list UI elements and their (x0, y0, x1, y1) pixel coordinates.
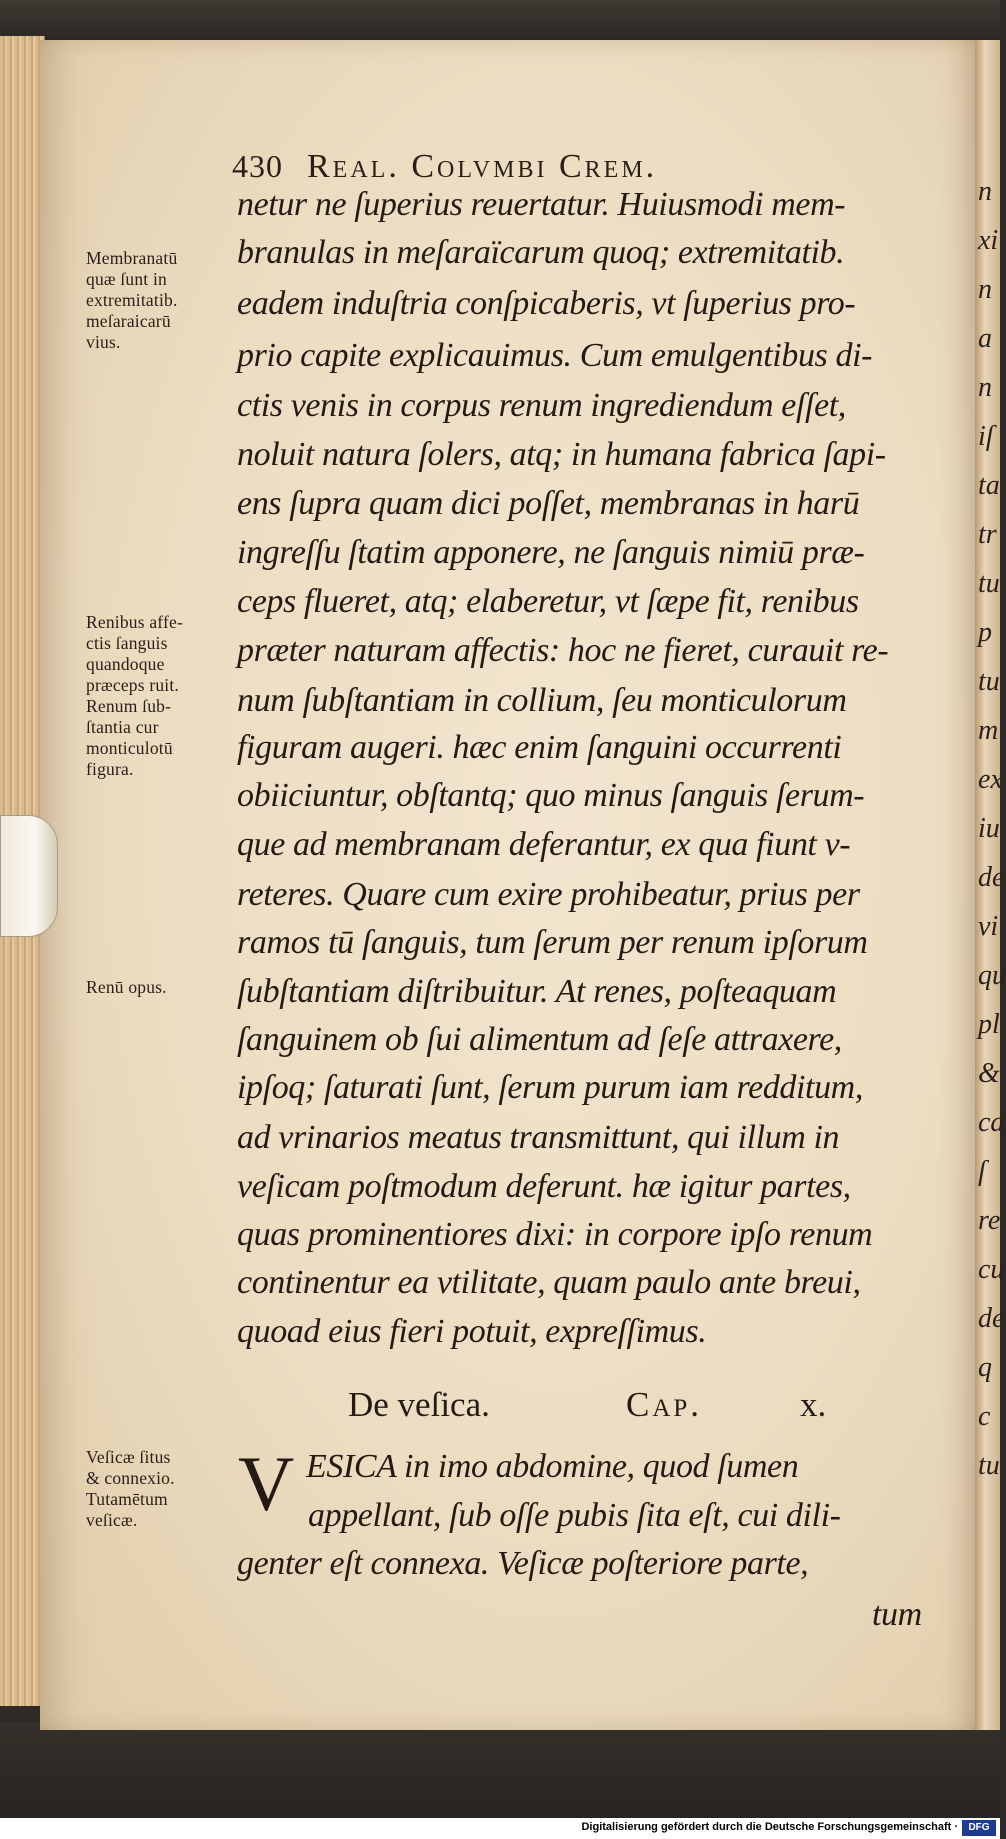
margin-note-membranae (86, 248, 231, 353)
body-line: continentur ea vtilitate, quam paulo ante breui, (237, 1264, 861, 1301)
adjacent-page-fragment: n (978, 274, 992, 305)
body-line: ipſoq; ſaturati ſunt, ſerum purum iam redditum, (237, 1069, 863, 1106)
margin-note-line: quæ ſunt in (86, 269, 167, 289)
adjacent-page-fragment: cu (978, 1254, 1005, 1285)
margin-note-line: veſicæ. (86, 1510, 138, 1530)
adjacent-page-fragment: n (978, 372, 992, 403)
margin-note-line: Veſicæ ſitus (86, 1447, 171, 1467)
adjacent-page-fragment: & (978, 1058, 1000, 1089)
body-line: ingreſſu ſtatim apponere, ne ſanguis nimiū præ- (237, 534, 865, 571)
margin-note-renum-opus (86, 977, 231, 998)
scan-top-shadow (0, 0, 1000, 42)
body-line: ſanguinem ob ſui alimentum ad ſeſe attraxere, (237, 1021, 842, 1058)
page-clip-icon (0, 815, 58, 937)
margin-note-line: Renū opus. (86, 977, 167, 997)
body-line: ens ſupra quam dici poſſet, membranas in harū (237, 485, 860, 522)
adjacent-page-fragment: tu (978, 666, 1000, 697)
margin-note-line: Tutamētum (86, 1489, 168, 1509)
margin-note-line: extremitatib. (86, 290, 178, 310)
body-line: ad vrinarios meatus transmittunt, qui illum in (237, 1119, 840, 1156)
body-line: obiiciuntur, obſtantq; quo minus ſanguis ſerum- (237, 777, 865, 814)
body-line: præter naturam affectis: hoc ne fieret, curauit re- (237, 632, 889, 669)
adjacent-page-fragment: tr (978, 519, 997, 550)
margin-note-line: monticulotū (86, 738, 173, 758)
margin-note-line: ctis ſanguis (86, 633, 168, 653)
margin-note-line: præceps ruit. (86, 675, 179, 695)
adjacent-page-fragment: ex (978, 764, 1003, 795)
adjacent-page-fragment: qu (978, 960, 1006, 991)
margin-note-line: Membranatū (86, 248, 178, 268)
adjacent-page-fragment: q (978, 1352, 992, 1383)
margin-note-line: quandoque (86, 654, 165, 674)
margin-note-line: ſtantia cur (86, 717, 159, 737)
chapter-body-line: ESICA in imo abdomine, quod ſumen (306, 1448, 799, 1485)
body-line: netur ne ſuperius reuertatur. Huiusmodi mem- (237, 186, 846, 223)
adjacent-page-fragment: de (978, 1303, 1005, 1334)
scan-bottom-shadow (0, 1722, 1000, 1832)
margin-note-line: meſaraicarū (86, 311, 171, 331)
body-line: ctis venis in corpus renum ingrediendum eſſet, (237, 387, 846, 424)
drop-cap: V (238, 1440, 295, 1527)
margin-note-line: Renibus affe- (86, 612, 184, 632)
adjacent-page-fragment: re (978, 1205, 1001, 1236)
adjacent-page-fragment: tu (978, 1450, 1000, 1481)
adjacent-page-fragment: c (978, 1401, 991, 1432)
margin-note-line: & connexio. (86, 1468, 175, 1488)
running-title: Real. Colvmbi Crem. (307, 148, 658, 185)
chapter-body-line: appellant, ſub oſſe pubis ſita eſt, cui dili- (308, 1497, 841, 1534)
adjacent-page-fragment: tu (978, 568, 1000, 599)
chapter-body-line: tum (872, 1596, 922, 1633)
body-line: ſubſtantiam diſtribuitur. At renes, poſteaquam (237, 973, 837, 1010)
body-line: prio capite explicauimus. Cum emulgentibus di- (237, 337, 873, 374)
body-line: veſicam poſtmodum deferunt. hæ igitur partes, (237, 1168, 851, 1205)
digitization-credit: Digitalisierung gefördert durch die Deutsche Forschungsgemeinschaft · (581, 1821, 958, 1833)
margin-note-vesicae (86, 1447, 231, 1531)
page-number: 430 (232, 148, 283, 184)
adjacent-page-fragment: ta (978, 470, 1000, 501)
chapter-heading (0, 1385, 1000, 1435)
adjacent-page-fragment: iſ (978, 421, 994, 452)
body-line: quas prominentiores dixi: in corpore ipſo renum (237, 1216, 873, 1253)
adjacent-page-fragment: ca (978, 1107, 1005, 1138)
body-line: num ſubſtantiam in collium, ſeu monticulorum (237, 682, 847, 719)
margin-note-line: vius. (86, 332, 121, 352)
body-line: noluit natura ſolers, atq; in humana fabrica ſapi- (237, 436, 886, 473)
adjacent-page-fragment: pl (978, 1009, 1000, 1040)
body-line: eadem induſtria conſpicaberis, vt ſuperius pro- (237, 285, 856, 322)
adjacent-page-fragment: vi (978, 911, 999, 942)
body-line: que ad membranam deferantur, ex qua fiunt v- (237, 826, 851, 863)
body-line: ceps flueret, atq; elaberetur, vt ſæpe fit, renibus (237, 583, 859, 620)
chapter-body-line: genter eſt connexa. Veſicæ poſteriore parte, (237, 1545, 809, 1582)
chapter-cap-label: Cap. (626, 1385, 703, 1424)
dfg-logo: DFG (962, 1820, 996, 1836)
adjacent-page-fragment: iu (978, 813, 1000, 844)
body-line: figuram augeri. hæc enim ſanguini occurrenti (237, 729, 842, 766)
adjacent-page-fragment: p (978, 617, 992, 648)
chapter-title: De veſica. (348, 1385, 490, 1424)
adjacent-page-fragment: a (978, 323, 992, 354)
chapter-number: x. (800, 1385, 827, 1424)
adjacent-page-fragment: xi (978, 225, 999, 256)
margin-note-renibus (86, 612, 231, 780)
body-line: branulas in meſaraïcarum quoq; extremitatib. (237, 234, 845, 271)
adjacent-page-fragment: de (978, 862, 1005, 893)
body-line: reteres. Quare cum exire prohibeatur, prius per (237, 876, 860, 913)
adjacent-page-fragment: m (978, 715, 999, 746)
body-line: ramos tū ſanguis, tum ſerum per renum ipſorum (237, 924, 868, 961)
margin-note-line: Renum ſub- (86, 696, 172, 716)
adjacent-page-fragment: ſ (978, 1156, 986, 1187)
body-line: quoad eius fieri potuit, expreſſimus. (237, 1313, 707, 1350)
adjacent-page-fragment: n (978, 176, 992, 207)
margin-note-line: figura. (86, 759, 134, 779)
